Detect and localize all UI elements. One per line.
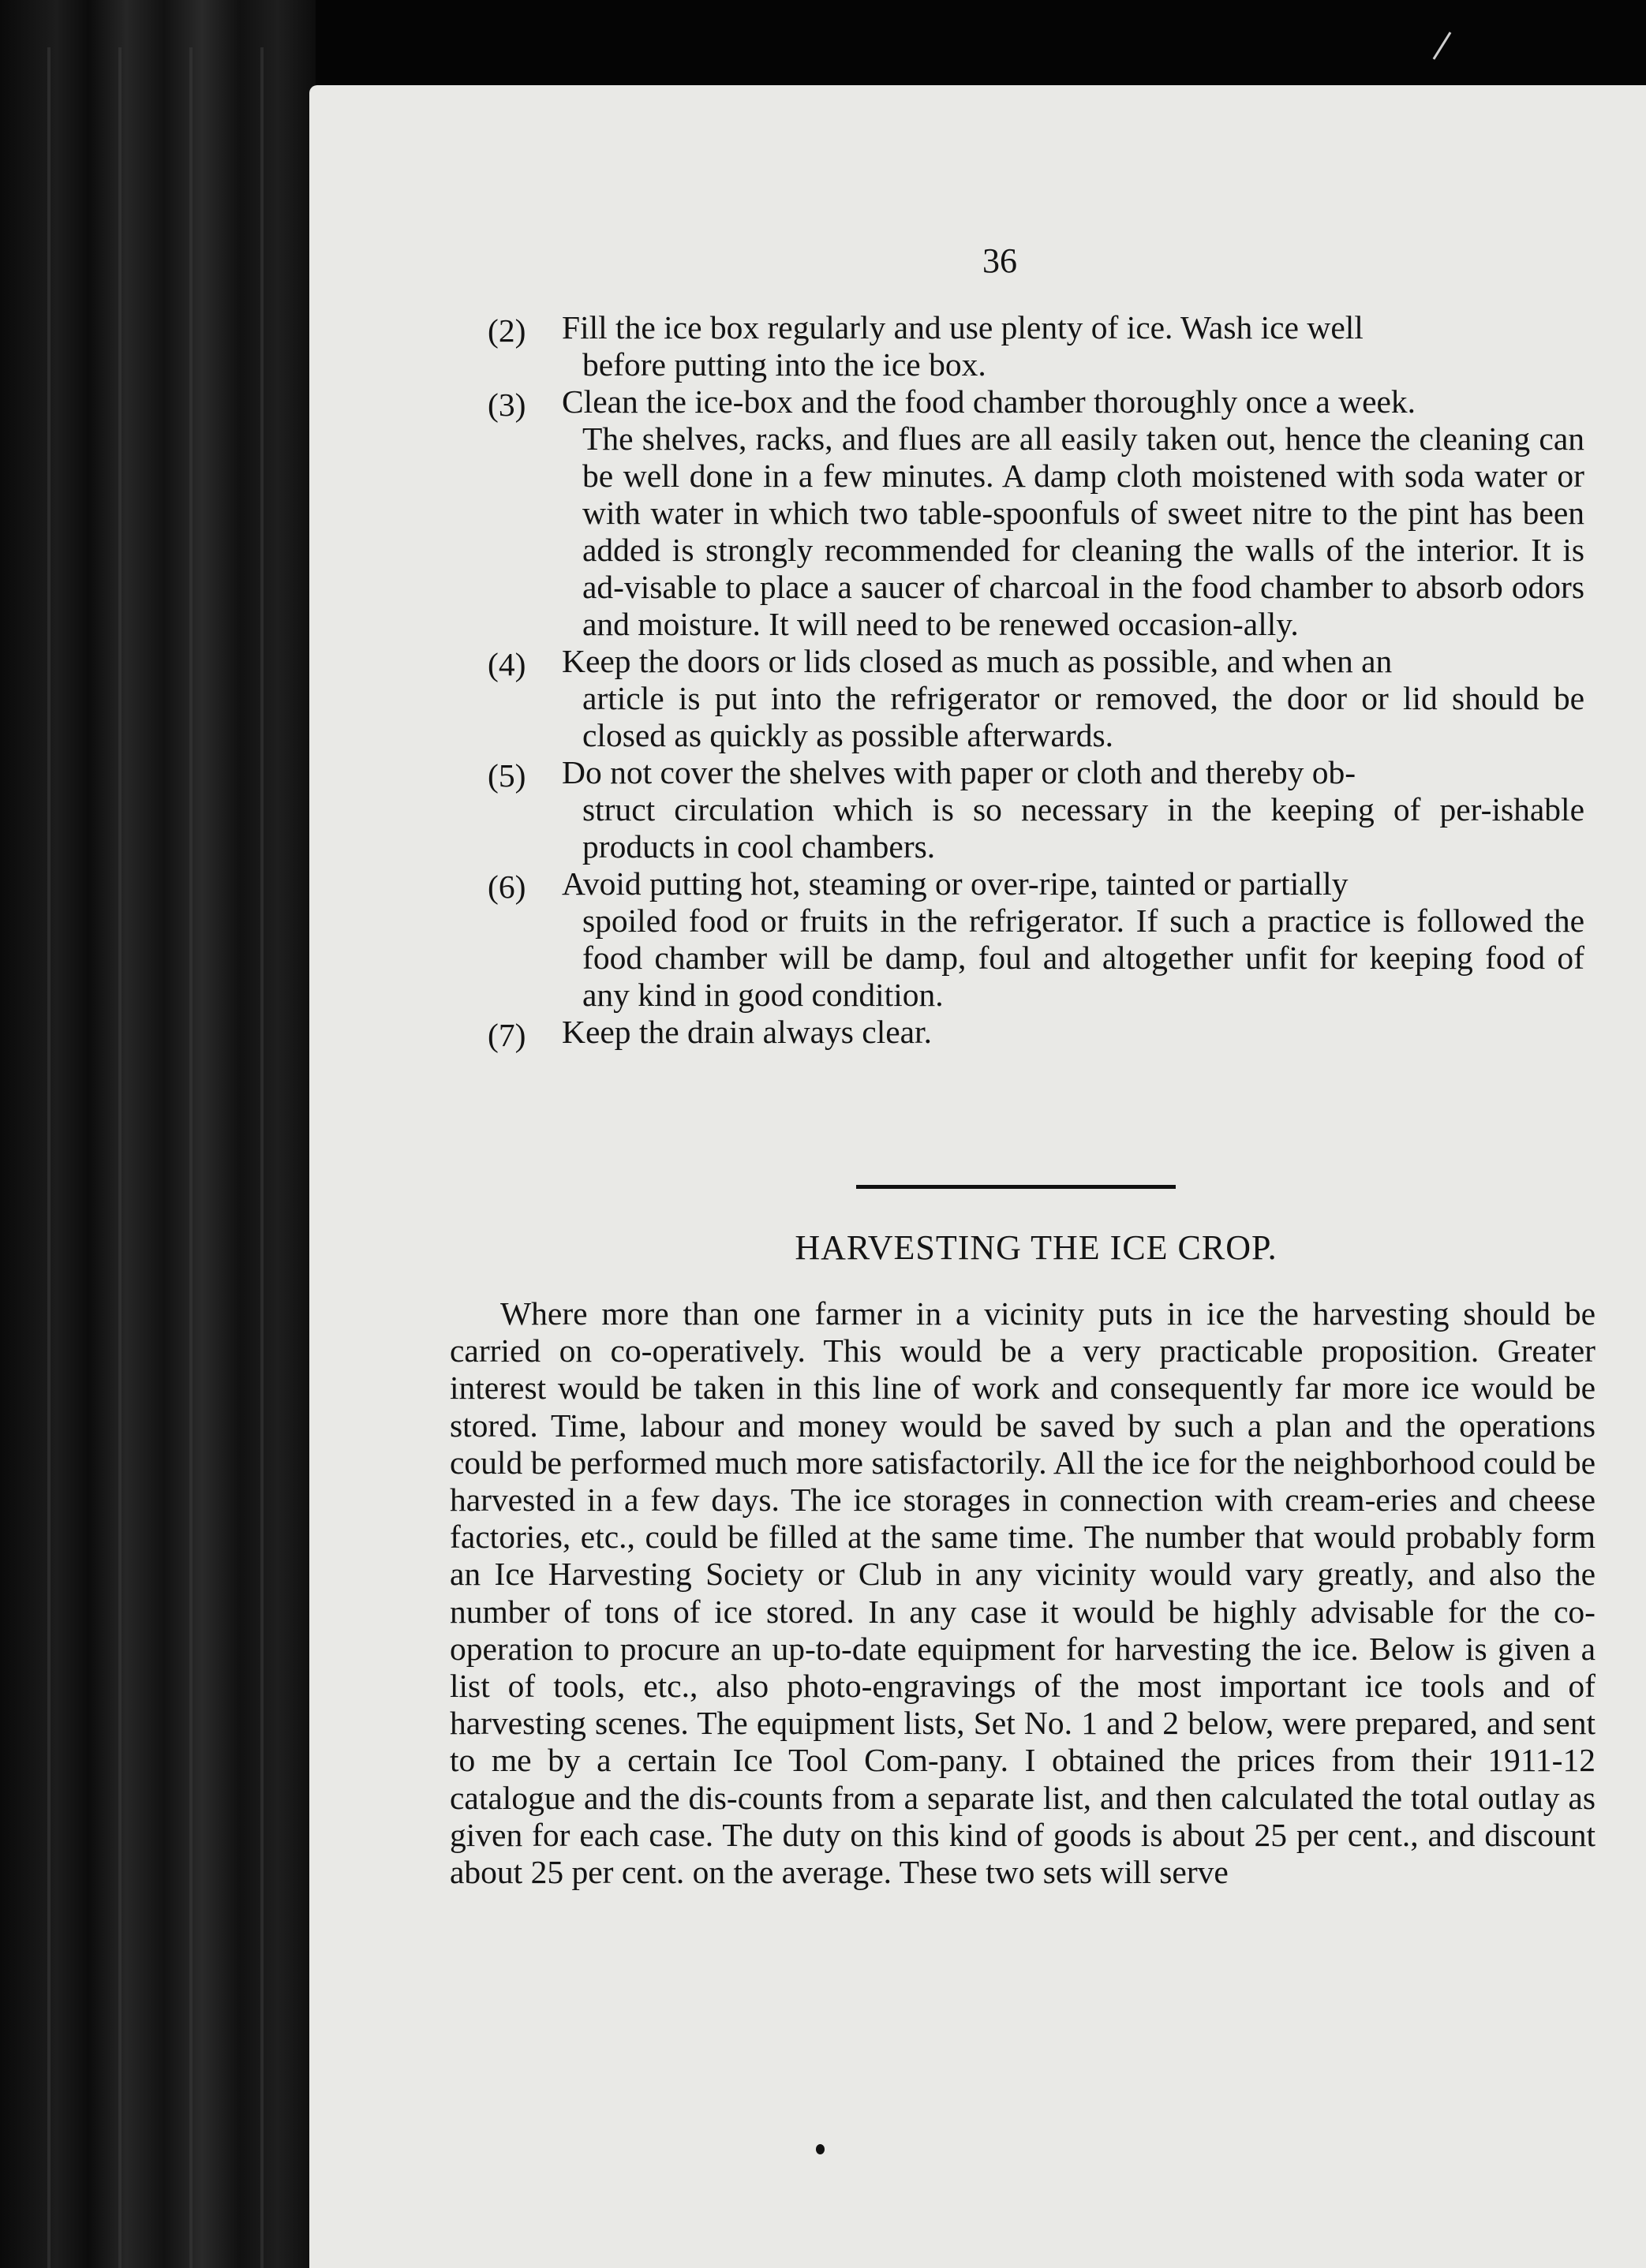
spine-edge-line bbox=[260, 47, 264, 2268]
list-item-continuation: spoiled food or fruits in the refrigerator. If such a practice is followed the food chamber will be damp, foul and altogether unfit for keeping food of any kind in good condition. bbox=[582, 902, 1584, 1013]
list-item bbox=[488, 643, 1584, 754]
list-item-continuation: before putting into the ice box. bbox=[582, 346, 986, 383]
list-item-text bbox=[562, 754, 1584, 865]
list-item-text bbox=[562, 865, 1584, 1014]
list-item-number: (4) bbox=[488, 646, 526, 682]
list-item-first-line: Do not cover the shelves with paper or cloth and thereby ob- bbox=[562, 754, 1356, 790]
list-item-text bbox=[562, 383, 1584, 643]
list-item-text bbox=[562, 309, 1584, 383]
spine-edge-line bbox=[189, 47, 193, 2268]
section-divider bbox=[856, 1185, 1176, 1189]
book-spine bbox=[0, 0, 316, 2268]
list-item-text bbox=[562, 643, 1584, 754]
body-paragraph: Where more than one farmer in a vicinity puts in ice the harvesting should be carried on co-operatively. This would be a very practicable proposition. Greater interest would be taken in this line of work and consequently far more ice would be stored. Time, labour and money would be saved by such a plan and the operations could be performed much more satisfactorily. All the ice for the neighborhood could be harvested in a few days. The ice storages in connection with cream-eries and cheese factories, etc., could be filled at the same time. The number that would probably form an Ice Harvesting Society or Club in any vicinity would vary greatly, and also the number of tons of ice stored. In any case it would be highly advisable for the co-operation to procure an up-to-date equipment for harvesting the ice. Below is given a list of tools, etc., also photo-engravings of the most important ice tools and of harvesting scenes. The equipment lists, Set No. 1 and 2 below, were prepared, and sent to me by a certain Ice Tool Com-pany. I obtained the prices from their 1911-12 catalogue and the dis-counts from a separate list, and then calculated the total outlay as given for each case. The duty on this kind of goods is about 25 per cent., and discount about 25 per cent. on the average. These two sets will serve bbox=[450, 1295, 1595, 1891]
list-item-number: (7) bbox=[488, 1017, 526, 1053]
list-item-first-line: Fill the ice box regularly and use plenty of ice. Wash ice well bbox=[562, 309, 1364, 346]
list-item-number: (6) bbox=[488, 869, 526, 905]
list-item bbox=[488, 865, 1584, 1014]
list-item-text bbox=[562, 1014, 1584, 1051]
list-item-first-line: Keep the drain always clear. bbox=[562, 1014, 932, 1050]
spine-edge-line bbox=[118, 47, 122, 2268]
list-item bbox=[488, 383, 1584, 643]
list-item-number: (2) bbox=[488, 312, 526, 349]
list-item-continuation: struct circulation which is so necessary in the keeping of per-ishable products in cool chambers. bbox=[582, 791, 1584, 865]
list-item-continuation: The shelves, racks, and flues are all easily taken out, hence the cleaning can be well done in a few minutes. A damp cloth moistened with soda water or with water in which two table-spoonfuls of sweet nitre to the pint has been added is strongly recommended for cleaning the walls of the interior. It is ad-visable to place a saucer of charcoal in the food chamber to absorb odors and moisture. It will need to be renewed occasion-ally. bbox=[582, 420, 1584, 642]
page-number: 36 bbox=[982, 241, 1017, 280]
page-speck bbox=[816, 2144, 825, 2154]
list-item-first-line: Avoid putting hot, steaming or over-ripe, tainted or partially bbox=[562, 865, 1349, 902]
list-item bbox=[488, 754, 1584, 865]
list-item-continuation: article is put into the refrigerator or removed, the door or lid should be closed as quickly as possible afterwards. bbox=[582, 680, 1584, 753]
instruction-list bbox=[488, 309, 1584, 1054]
section-heading: HARVESTING THE ICE CROP. bbox=[795, 1228, 1278, 1267]
list-item-first-line: Keep the doors or lids closed as much as possible, and when an bbox=[562, 643, 1393, 679]
list-item bbox=[488, 1014, 1584, 1054]
list-item-first-line: Clean the ice-box and the food chamber thoroughly once a week. bbox=[562, 383, 1416, 420]
list-item bbox=[488, 309, 1584, 383]
spine-edge-line bbox=[47, 47, 51, 2268]
scan-mark bbox=[1433, 32, 1452, 60]
list-item-number: (5) bbox=[488, 757, 526, 794]
list-item-number: (3) bbox=[488, 387, 526, 423]
